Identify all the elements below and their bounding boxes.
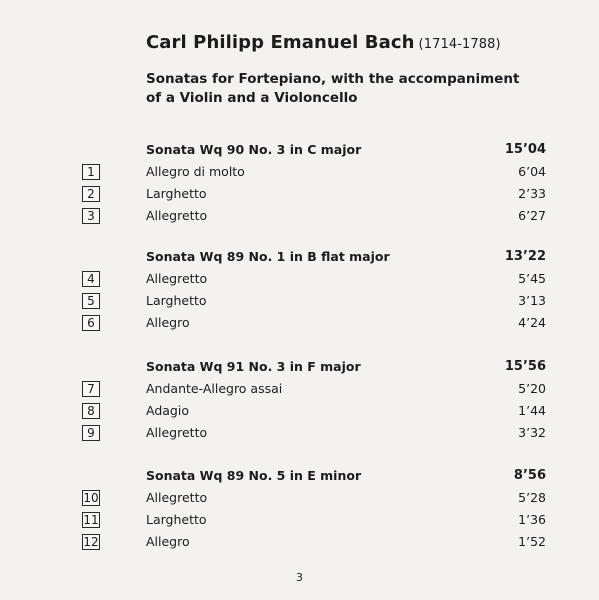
sonata-total-duration: 13’22 <box>504 249 546 264</box>
track-row <box>82 487 546 509</box>
track-title: Allegretto <box>146 271 208 286</box>
track-number-box: 7 <box>82 381 100 397</box>
track-duration: 5’20 <box>518 381 546 396</box>
track-title: Larghetto <box>146 512 207 527</box>
page-number: 3 <box>296 571 303 584</box>
composer-name: Carl Philipp Emanuel Bach <box>146 32 415 53</box>
track-row <box>82 205 546 227</box>
track-title: Andante-Allegro assai <box>146 381 283 396</box>
sonata-header <box>82 246 546 268</box>
track-duration: 5’45 <box>518 271 546 286</box>
track-duration: 6’27 <box>518 208 546 223</box>
track-duration: 6’04 <box>518 164 546 179</box>
sonata-total-duration: 8’56 <box>513 468 546 483</box>
track-number-box: 11 <box>83 513 99 527</box>
track-title: Allegretto <box>146 490 208 505</box>
track-number-box: 6 <box>82 315 100 331</box>
track-row <box>82 312 546 334</box>
sonata-title: Sonata Wq 91 No. 3 in F major <box>146 359 361 374</box>
sonata-header <box>82 139 546 161</box>
track-duration: 1’36 <box>518 512 546 527</box>
track-duration: 4’24 <box>518 315 546 330</box>
sonata-section <box>82 139 546 227</box>
subtitle-line-1: Sonatas for Fortepiano, with the accompaniment <box>146 71 520 87</box>
composer-years: (1714-1788) <box>418 37 501 52</box>
track-title: Allegro <box>146 315 190 330</box>
track-number-box: 2 <box>82 186 100 202</box>
track-row <box>82 531 546 553</box>
sonata-section <box>82 356 546 444</box>
track-row <box>82 161 546 183</box>
composer-heading <box>146 32 501 53</box>
sonata-title: Sonata Wq 89 No. 1 in B flat major <box>146 249 390 264</box>
track-row <box>82 290 546 312</box>
track-number-box: 4 <box>82 271 100 287</box>
track-number-box: 12 <box>83 535 99 549</box>
track-duration: 5’28 <box>518 490 546 505</box>
track-row <box>82 378 546 400</box>
subtitle-line-2: of a Violin and a Violoncello <box>146 90 358 106</box>
track-number-box: 5 <box>82 293 100 309</box>
track-number-box: 3 <box>82 208 100 224</box>
track-number-box: 8 <box>82 403 100 419</box>
track-title: Adagio <box>146 403 189 418</box>
track-duration: 3’32 <box>518 425 546 440</box>
sonata-header <box>82 465 546 487</box>
sonata-section <box>82 246 546 334</box>
track-title: Allegro di molto <box>146 164 245 179</box>
track-row <box>82 509 546 531</box>
sonata-total-duration: 15’04 <box>504 142 546 157</box>
track-title: Allegro <box>146 534 190 549</box>
track-title: Allegretto <box>146 208 208 223</box>
track-title: Larghetto <box>146 186 207 201</box>
track-duration: 1’44 <box>518 403 546 418</box>
sonata-title: Sonata Wq 90 No. 3 in C major <box>146 142 362 157</box>
track-row <box>82 422 546 444</box>
work-subtitle <box>146 70 546 108</box>
track-title: Larghetto <box>146 293 207 308</box>
track-number-box: 10 <box>83 491 99 505</box>
sonata-total-duration: 15’56 <box>504 359 546 374</box>
track-duration: 1’52 <box>518 534 546 549</box>
track-number-box: 1 <box>82 164 100 180</box>
track-duration: 3’13 <box>518 293 546 308</box>
track-row <box>82 400 546 422</box>
track-row <box>82 268 546 290</box>
sonata-title: Sonata Wq 89 No. 5 in E minor <box>146 468 362 483</box>
track-row <box>82 183 546 205</box>
track-number-box: 9 <box>82 425 100 441</box>
track-title: Allegretto <box>146 425 208 440</box>
track-duration: 2’33 <box>518 186 546 201</box>
sonata-section <box>82 465 546 553</box>
sonata-header <box>82 356 546 378</box>
